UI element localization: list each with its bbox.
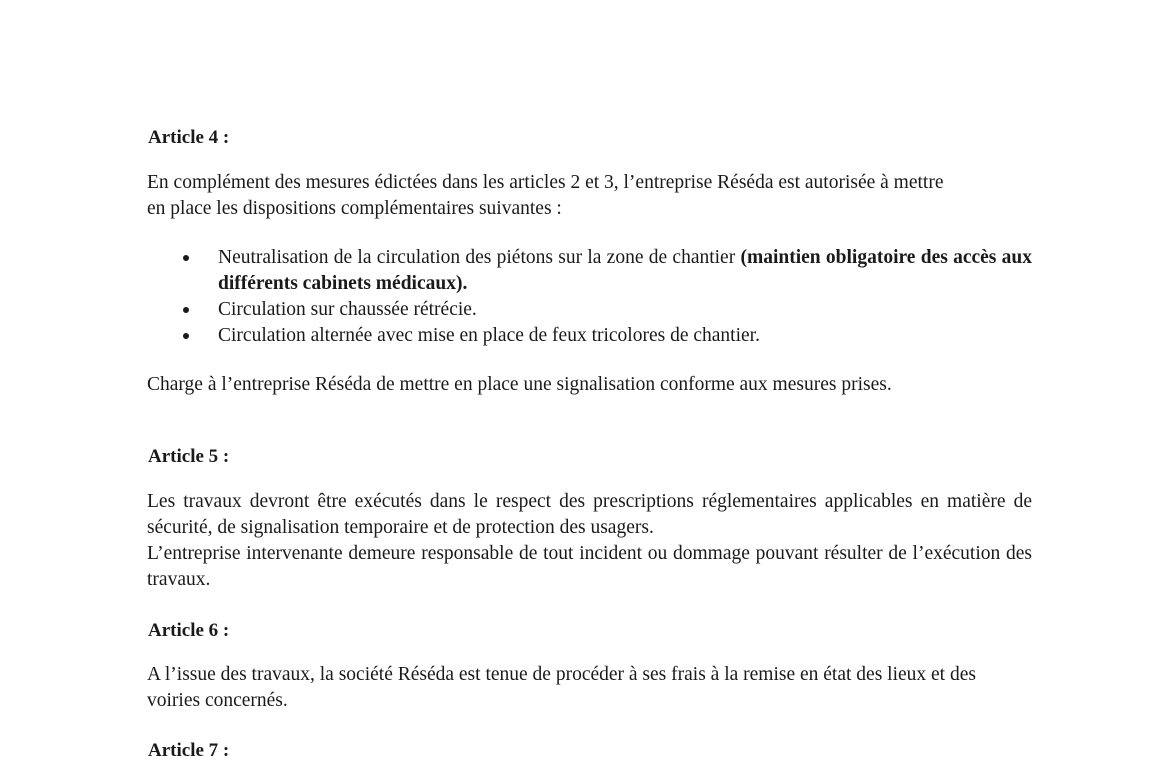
article-5-paragraph-2: L’entreprise intervenante demeure responsable de tout incident ou dommage pouvant résulter de l’exécution des travaux.	[147, 543, 1032, 590]
article-4-intro-line-1: En complément des mesures édictées dans les articles 2 et 3, l’entreprise Réséda est autorisée à mettre	[147, 172, 944, 193]
article-5-heading: Article 5 :	[148, 446, 230, 467]
list-item	[147, 245, 1032, 297]
bullet-text: Circulation sur chaussée rétrécie.	[218, 299, 477, 320]
list-item	[147, 323, 1032, 349]
bullet-icon	[183, 255, 189, 261]
article-4-closing: Charge à l’entreprise Réséda de mettre en place une signalisation conforme aux mesures prises.	[147, 374, 892, 395]
article-4-heading: Article 4 :	[148, 127, 230, 148]
bullet-bold-text: (maintien obligatoire des accès aux différents cabinets médicaux).	[218, 247, 1032, 294]
bullet-icon	[183, 333, 189, 339]
bullet-text: Neutralisation de la circulation des piétons sur la zone de chantier	[218, 247, 741, 268]
article-6-heading: Article 6 :	[148, 620, 230, 641]
bullet-text: Circulation alternée avec mise en place de feux tricolores de chantier.	[218, 325, 760, 346]
article-4-bullet-list	[147, 245, 1032, 349]
article-7-heading: Article 7 :	[148, 740, 230, 761]
article-5-paragraph-1: Les travaux devront être exécutés dans le respect des prescriptions réglementaires applicables en matière de sécurité, de signalisation temporaire et de protection des usagers.	[147, 491, 1032, 538]
article-6-paragraph: A l’issue des travaux, la société Réséda est tenue de procéder à ses frais à la remise en état des lieux et des voiries concernés.	[147, 664, 976, 711]
list-item	[147, 297, 1032, 323]
bullet-icon	[183, 307, 189, 313]
article-4-intro-line-2: en place les dispositions complémentaires suivantes :	[147, 198, 562, 219]
article-4-intro	[147, 170, 1032, 222]
